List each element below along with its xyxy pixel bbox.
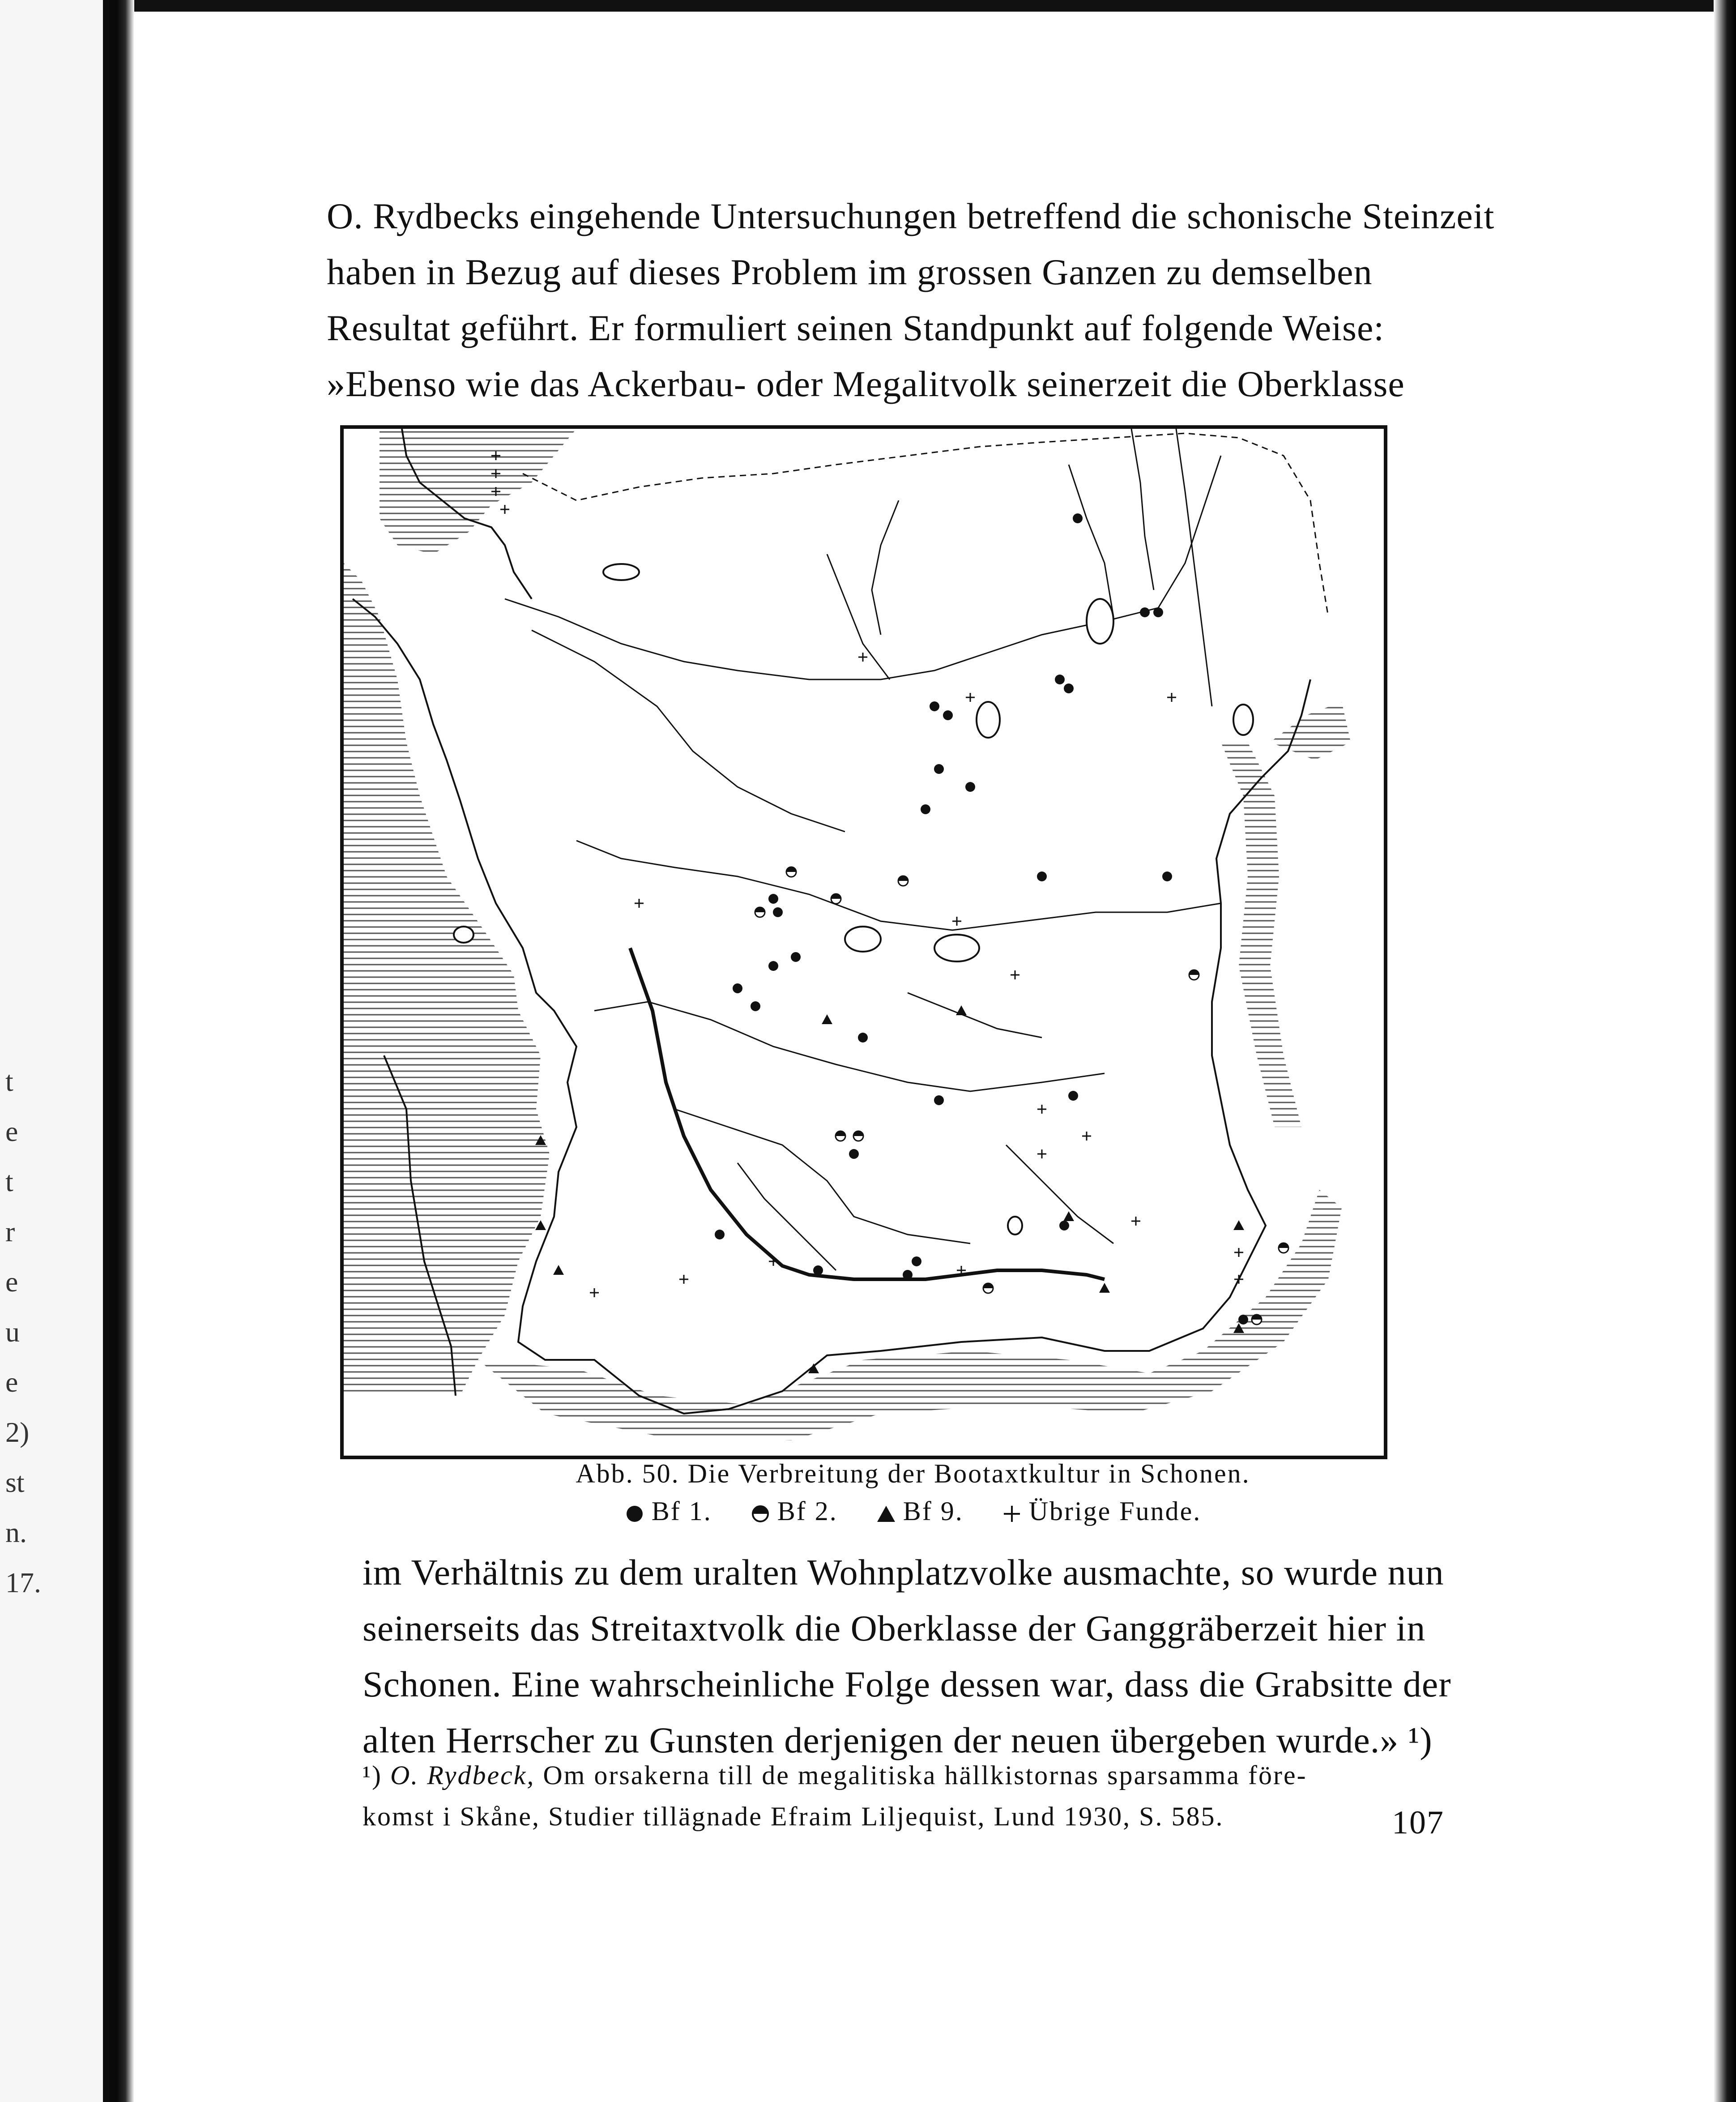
bf1-find-marker [858, 1033, 868, 1042]
legend-item-bf2 [751, 1492, 838, 1530]
text-line: O. Rydbecks eingehende Untersuchungen betreffend die schonische Steinzeit [327, 196, 1495, 236]
body-paragraph-top [327, 188, 1495, 412]
margin-fragment: t [5, 1065, 13, 1097]
margin-fragment: e [5, 1366, 18, 1398]
margin-fragment: st [5, 1466, 25, 1498]
boundary-line [630, 948, 1105, 1279]
bf1-find-marker [1068, 1091, 1078, 1101]
bf1-find-marker [1140, 607, 1150, 617]
bf1-find-marker [768, 894, 778, 904]
bf9-find-marker [822, 1014, 832, 1024]
map-legend [533, 1492, 1293, 1530]
legend-item-bf9 [876, 1492, 964, 1530]
bf2-find-marker [786, 867, 796, 877]
bf1-find-marker [791, 952, 801, 962]
bf9-find-marker [553, 1265, 564, 1275]
footnote-text: Om orsakerna till de megalitiska hällkistornas sparsamma före- [543, 1760, 1307, 1790]
margin-fragment: r [5, 1216, 15, 1248]
legend-label: Bf 9. [903, 1496, 964, 1526]
bf1-find-marker [934, 1095, 944, 1105]
bf1-find-marker [1073, 513, 1083, 523]
caption-title: Abb. 50. Die Verbreitung der Bootaxtkultur in Schonen. [576, 1459, 1250, 1488]
bf1-find-marker [1055, 675, 1065, 684]
text-line: alten Herrscher zu Gunsten derjenigen der neuen übergeben wurde.» ¹) [363, 1720, 1433, 1760]
bf2-find-marker [1189, 970, 1199, 980]
bf1-find-marker [912, 1256, 921, 1266]
other-find-marker [1082, 1132, 1091, 1141]
other-find-marker [1037, 1149, 1046, 1158]
bf1-find-marker [930, 701, 939, 711]
other-find-marker [590, 1288, 599, 1297]
bf2-find-marker [1252, 1315, 1262, 1324]
margin-fragment: e [5, 1266, 18, 1298]
margin-fragment: 17. [5, 1567, 41, 1598]
bf1-find-marker [921, 804, 930, 814]
other-find-marker [1234, 1248, 1243, 1257]
other-find-marker [1234, 1275, 1243, 1284]
other-find-marker [1167, 693, 1176, 702]
bf1-find-marker [965, 782, 975, 792]
figure-caption [533, 1455, 1293, 1530]
page-number: 107 [1392, 1804, 1444, 1841]
scan-edge-right [1714, 0, 1736, 2102]
bf1-find-marker [934, 764, 944, 774]
facing-page-strip [0, 0, 109, 2102]
bf1-find-marker [751, 1001, 760, 1011]
bf1-find-marker [943, 710, 953, 720]
bf1-find-marker [733, 983, 742, 993]
margin-fragment: t [5, 1166, 13, 1197]
bf9-find-marker [1099, 1283, 1110, 1293]
bf1-find-marker [715, 1230, 725, 1239]
filled-circle-icon [625, 1504, 644, 1524]
bf2-find-marker [755, 907, 765, 917]
bf9-find-marker [956, 1005, 967, 1015]
footnote-line: komst i Skåne, Studier tillägnade Efraim Liljequist, Lund 1930, S. 585. [363, 1802, 1224, 1831]
province-border [523, 433, 1328, 617]
scania-map [344, 429, 1384, 1456]
other-find-marker [1131, 1217, 1140, 1226]
other-find-marker [635, 899, 644, 908]
bf1-find-marker [813, 1265, 823, 1275]
bf2-find-marker [853, 1131, 863, 1141]
margin-fragment: n. [5, 1517, 27, 1548]
footnote-marker: ¹) [363, 1760, 382, 1790]
half-circle-icon [751, 1504, 770, 1524]
other-find-marker [952, 917, 961, 926]
bf1-find-marker [768, 961, 778, 971]
bf1-find-marker [1064, 684, 1074, 693]
bf2-find-marker [1279, 1243, 1288, 1253]
plus-icon [1002, 1504, 1022, 1524]
margin-fragment: e [5, 1115, 18, 1147]
other-find-marker [1011, 970, 1019, 979]
margin-fragment: u [5, 1316, 20, 1348]
bf1-find-marker [1153, 607, 1163, 617]
bf1-find-marker [1059, 1221, 1069, 1230]
text-line: Schonen. Eine wahrscheinliche Folge dessen war, dass die Grabsitte der [363, 1664, 1451, 1705]
legend-item-bf1 [625, 1492, 712, 1530]
bf1-find-marker [773, 907, 783, 917]
bf2-find-marker [983, 1283, 993, 1293]
other-find-marker [858, 653, 867, 662]
bf1-find-marker [1238, 1315, 1248, 1324]
text-line: »Ebenso wie das Ackerbau- oder Megalitvolk seinerzeit die Oberklasse [327, 363, 1405, 404]
filled-triangle-icon [876, 1504, 896, 1524]
bf2-find-marker [831, 894, 841, 904]
other-find-marker [769, 1257, 778, 1266]
text-line: im Verhältnis zu dem uralten Wohnplatzvolke ausmachte, so wurde nun [363, 1552, 1444, 1593]
bf1-find-marker [849, 1149, 859, 1159]
bf2-find-marker [898, 876, 908, 886]
scan-edge-top [0, 0, 1736, 12]
other-find-marker [500, 505, 509, 514]
rivers [505, 429, 1221, 1270]
margin-fragment: 2) [5, 1416, 30, 1448]
body-paragraph-bottom [363, 1544, 1451, 1768]
footnote-author: O. Rydbeck, [390, 1760, 535, 1790]
bf1-find-marker [903, 1270, 913, 1280]
facing-page-fragments [5, 1056, 59, 1608]
bf2-find-marker [836, 1131, 845, 1141]
text-line: seinerseits das Streitaxtvolk die Oberklasse der Ganggräberzeit hier in [363, 1608, 1426, 1649]
text-line: Resultat geführt. Er formuliert seinen Standpunkt auf folgende Weise: [327, 308, 1385, 348]
bf9-find-marker [1233, 1220, 1244, 1230]
footnote [363, 1755, 1437, 1837]
other-find-marker [679, 1275, 688, 1284]
bf1-find-marker [1037, 872, 1047, 881]
footnote-line [363, 1755, 1437, 1796]
text-line: haben in Bezug auf dieses Problem im grossen Ganzen zu demselben [327, 252, 1373, 292]
bf9-find-marker [1063, 1211, 1074, 1221]
bf1-find-marker [1162, 872, 1172, 881]
legend-item-other [1002, 1492, 1202, 1530]
other-find-marker [1037, 1105, 1046, 1114]
legend-label: Bf 1. [651, 1496, 712, 1526]
book-gutter-shadow [0, 0, 134, 2102]
legend-label: Übrige Funde. [1028, 1496, 1202, 1526]
legend-label: Bf 2. [777, 1496, 838, 1526]
other-find-marker [966, 693, 975, 702]
distribution-map-figure [340, 425, 1387, 1459]
